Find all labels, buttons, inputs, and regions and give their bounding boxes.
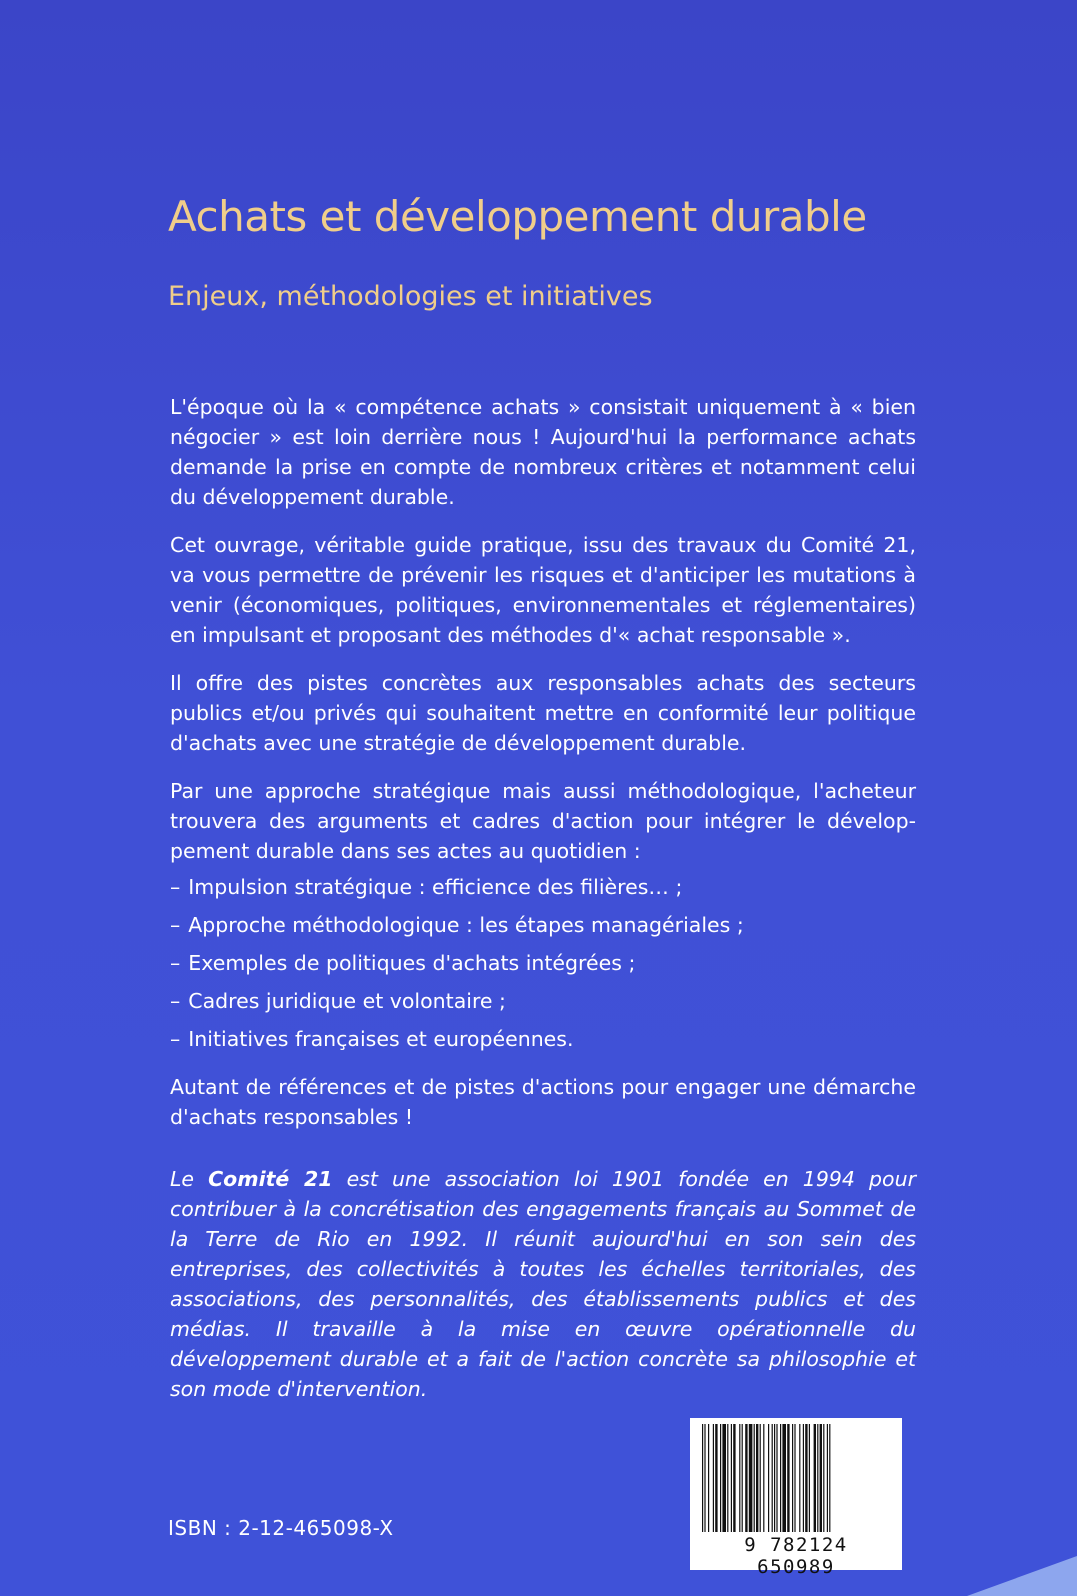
- list-item: – Impulsion stratégique : efficience des filières… ;: [170, 875, 683, 899]
- dash-marker: –: [170, 951, 181, 975]
- dash-marker: –: [170, 989, 181, 1013]
- barcode-digits: 9 782124 650989: [744, 1534, 848, 1578]
- paragraph-closing: Autant de références et de pistes d'actions pour engager une démarche d'achats responsables !: [170, 1075, 916, 1129]
- dash-marker: –: [170, 1027, 181, 1051]
- topic-list: [170, 872, 916, 1054]
- cover-corner: [967, 1556, 1077, 1596]
- list-item: – Exemples de politiques d'achats intégrées ;: [170, 951, 636, 975]
- paragraph-guide: Cet ouvrage, véritable guide pratique, issu des travaux du Comité 21, va vous permettre de prévenir les risques et d'anticiper les mutations à venir (économiques, politiques, environnementales et réglementaires) en impulsant et proposant des méthodes d'« achat responsable ».: [170, 533, 916, 647]
- barcode-bars: [700, 1424, 892, 1532]
- book-title: Achats et développement durable: [168, 192, 867, 241]
- list-item: – Cadres juridique et volontaire ;: [170, 989, 506, 1013]
- blurb: [170, 392, 916, 1422]
- isbn-label: ISBN : 2-12-465098-X: [168, 1516, 394, 1540]
- dash-marker: –: [170, 875, 181, 899]
- paragraph-intro: L'époque où la « compétence achats » consistait uniquement à « bien négocier » est loin derrière nous ! Aujourd'hui la performance achats demande la prise en compte de nombreux critères et notamment celui du développement durable.: [170, 395, 916, 509]
- organization-name: Comité 21: [208, 1167, 333, 1191]
- book-subtitle: Enjeux, méthodologies et initiatives: [168, 281, 653, 312]
- about-comite-21: Le Comité 21 est une association loi 1901 fondée en 1994 pour contribuer à la concrétisation des engagements français au Sommet de la Terre de Rio en 1992. Il réunit aujourd'hui en son sein des entreprises, des collectivités à toutes les échelles territoriales, des associations, des personnalités, des établissements publics et des médias. Il travaille à la mise en œuvre opérationnelle du développement durable et a fait de l'action concrète sa philosophie et son mode d'intervention.: [170, 1167, 916, 1401]
- list-item: – Approche méthodologique : les étapes managériales ;: [170, 913, 744, 937]
- paragraph-approach: Par une approche stratégique mais aussi méthodologique, l'acheteur trouvera des arguments et cadres d'action pour intégrer le dévelop-pement durable dans ses actes au quotidien :: [170, 779, 916, 863]
- barcode: [690, 1418, 902, 1578]
- dash-marker: –: [170, 913, 181, 937]
- list-item: – Initiatives françaises et européennes.: [170, 1027, 574, 1051]
- paragraph-offer: Il offre des pistes concrètes aux responsables achats des secteurs publics et/ou privés qui souhaitent mettre en conformité leur politique d'achats avec une stratégie de développement durable.: [170, 671, 916, 755]
